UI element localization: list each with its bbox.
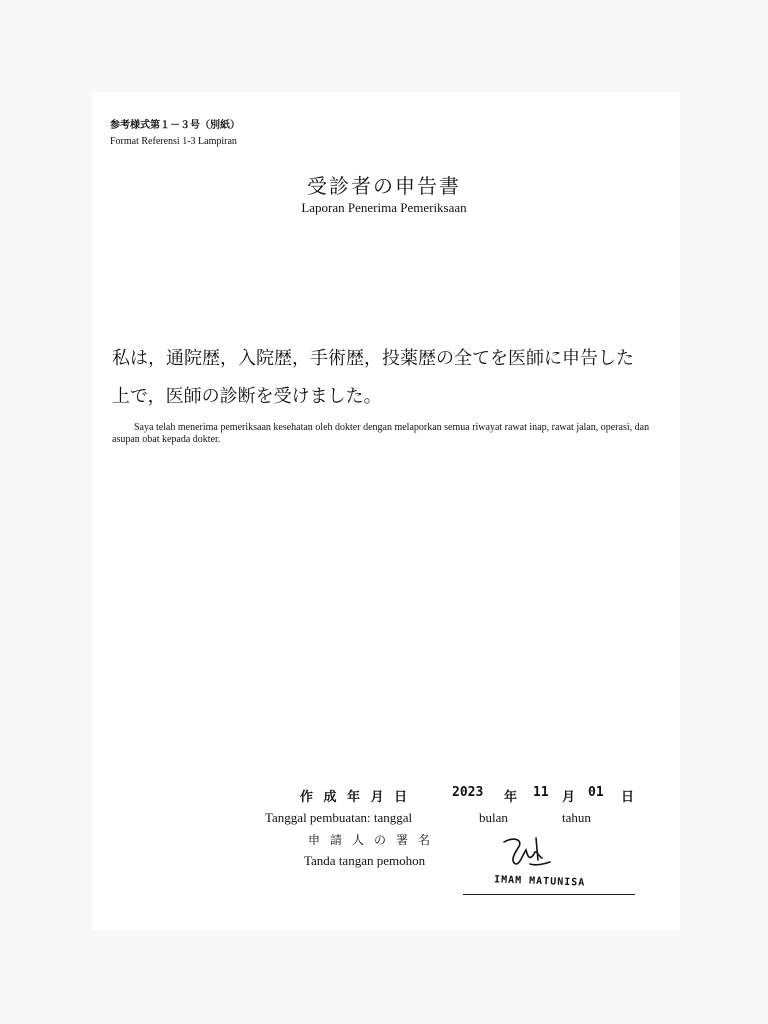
- signature-label-id: Tanda tangan pemohon: [304, 853, 426, 868]
- year-kanji: 年: [504, 790, 518, 805]
- declaration-text-id: Saya telah menerima pemeriksaan kesehatan oleh dokter dengan melaporkan semua riwayat rawat inap, rawat jalan, operasi, dan asupan obat kepada dokter.: [112, 422, 650, 445]
- declaration-text-jp: 私は，通院歴，入院歴，手術歴，投薬歴の全てを医師に申告した上で，医師の診断を受けました。: [112, 348, 634, 407]
- date-month: 11: [533, 785, 549, 800]
- signature-label-jp: 申請人の署名: [308, 833, 441, 847]
- signature-line: [463, 894, 635, 895]
- date-year: 2023: [452, 785, 484, 800]
- date-label-jp: 作 成 年 月 日: [300, 790, 408, 805]
- month-label-id: bulan: [479, 810, 508, 825]
- year-label-id: tahun: [562, 810, 591, 825]
- date-label-id: Tanggal pembuatan: tanggal: [265, 810, 413, 825]
- date-day: 01: [588, 785, 604, 800]
- document-title-jp: 受診者の申告書: [307, 174, 461, 198]
- month-kanji: 月: [562, 790, 576, 805]
- reference-form-number-jp: 参考様式第１－３号（別紙）: [110, 120, 240, 131]
- document-title-id: Laporan Penerima Pemeriksaan: [301, 200, 467, 215]
- reference-form-number-id: Format Referensi 1-3 Lampiran: [110, 136, 237, 147]
- day-kanji: 日: [621, 790, 635, 805]
- applicant-name-handwritten: IMAM MATUNISA: [493, 874, 586, 889]
- handwritten-signature: [500, 834, 552, 868]
